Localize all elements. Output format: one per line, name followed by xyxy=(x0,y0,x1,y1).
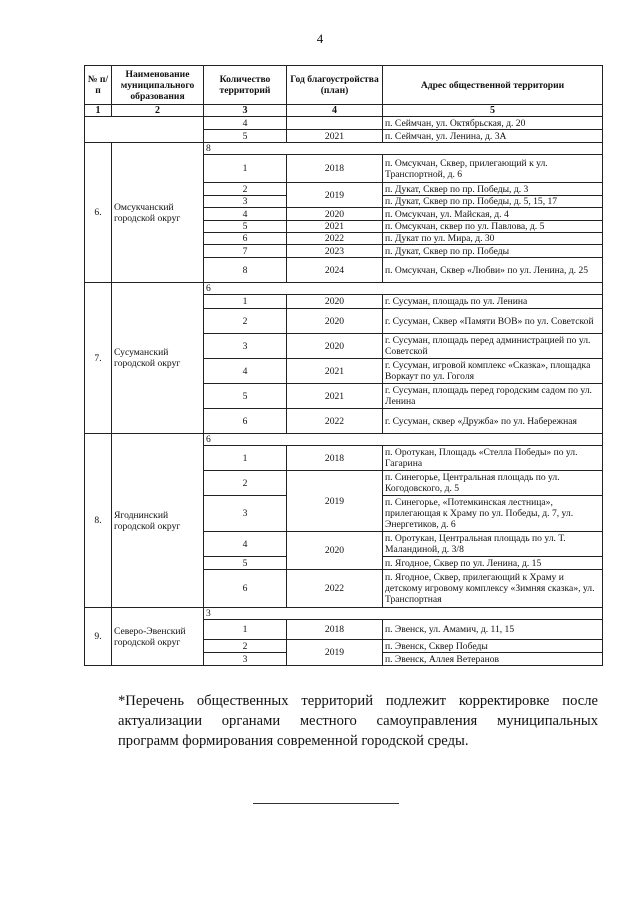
header-number: № п/п xyxy=(85,66,112,105)
year-cell: 2022 xyxy=(287,570,383,608)
territory-number: 6 xyxy=(204,233,287,245)
table-header-row xyxy=(85,66,603,105)
address-cell: п. Дукат, Сквер по пр. Победы, д. 3 xyxy=(383,183,603,196)
municipality-name: Сусуманский городской округ xyxy=(112,283,204,434)
territory-count: 6 xyxy=(204,434,603,446)
territory-number: 6 xyxy=(204,409,287,434)
territory-number: 7 xyxy=(204,245,287,258)
year-cell: 2021 xyxy=(287,221,383,233)
year-cell: 2023 xyxy=(287,245,383,258)
territory-count: 8 xyxy=(204,143,603,155)
territory-number: 2 xyxy=(204,640,287,653)
municipality-row xyxy=(85,608,603,620)
row-number: 8. xyxy=(85,434,112,608)
year-cell: 2021 xyxy=(287,130,383,143)
column-index: 5 xyxy=(383,105,603,117)
year-cell: 2018 xyxy=(287,446,383,471)
municipality-name: Ягоднинский городской округ xyxy=(112,434,204,608)
territory-number: 1 xyxy=(204,155,287,183)
footnote: *Перечень общественных территорий подлежит корректировке после актуализации органами местного самоуправления муниципальных программ формирования современной городской среды. xyxy=(118,693,598,749)
municipality-name: Северо-Эвенский городской округ xyxy=(112,608,204,666)
year-cell: 2020 xyxy=(287,532,383,570)
header-address: Адрес общественной территории xyxy=(383,66,603,105)
territory-number: 5 xyxy=(204,221,287,233)
municipality-name: Омсукчанский городской округ xyxy=(112,143,204,283)
table-row xyxy=(85,117,603,130)
column-index: 4 xyxy=(287,105,383,117)
header-year: Год благоустройства (план) xyxy=(287,66,383,105)
blank-cell xyxy=(85,117,204,143)
municipality-row xyxy=(85,143,603,155)
address-cell: п. Омсукчан, ул. Майская, д. 4 xyxy=(383,208,603,221)
year-cell: 2024 xyxy=(287,258,383,283)
address-cell: г. Сусуман, площадь по ул. Ленина xyxy=(383,295,603,309)
address-cell: п. Ягодное, Сквер по ул. Ленина, д. 15 xyxy=(383,557,603,570)
year-cell: 2019 xyxy=(287,640,383,666)
address-cell: п. Эвенск, Аллея Ветеранов xyxy=(383,653,603,666)
address-cell: п. Дукат, Сквер по пр. Победы xyxy=(383,245,603,258)
year-cell: 2021 xyxy=(287,359,383,384)
territory-number: 4 xyxy=(204,359,287,384)
address-cell: п. Дукат по ул. Мира, д. 30 xyxy=(383,233,603,245)
address-cell: п. Ягодное, Сквер, прилегающий к Храму и детскому игровому комплексу «Зимняя сказка», ул. Транспортная xyxy=(383,570,603,608)
row-number: 9. xyxy=(85,608,112,666)
territory-number: 3 xyxy=(204,334,287,359)
territory-count: 6 xyxy=(204,283,603,295)
address-cell: п. Синегорье, «Потемкинская лестница», прилегающая к Храму по ул. Победы, д. 7, ул. Энергетиков, д. 6 xyxy=(383,496,603,532)
year-cell: 2020 xyxy=(287,208,383,221)
year-cell: 2022 xyxy=(287,409,383,434)
year-cell: 2020 xyxy=(287,295,383,309)
address-cell: п. Омсукчан, Сквер, прилегающий к ул. Транспортной, д. 6 xyxy=(383,155,603,183)
address-cell: п. Сеймчан, ул. Ленина, д. 3А xyxy=(383,130,603,143)
territory-number: 4 xyxy=(204,117,287,130)
territory-number: 8 xyxy=(204,258,287,283)
territory-number: 3 xyxy=(204,653,287,666)
territory-number: 2 xyxy=(204,471,287,496)
column-index: 2 xyxy=(112,105,204,117)
row-number: 7. xyxy=(85,283,112,434)
year-cell: 2019 xyxy=(287,471,383,532)
year-cell: 2019 xyxy=(287,183,383,208)
territory-number: 6 xyxy=(204,570,287,608)
address-cell: п. Оротукан, Площадь «Стелла Победы» по ул. Гагарина xyxy=(383,446,603,471)
page-number: 4 xyxy=(316,31,324,46)
address-cell: п. Эвенск, Сквер Победы xyxy=(383,640,603,653)
territory-number: 1 xyxy=(204,295,287,309)
territory-number: 4 xyxy=(204,532,287,557)
address-cell: п. Дукат, Сквер по пр. Победы, д. 5, 15, 17 xyxy=(383,196,603,208)
address-cell: п. Оротукан, Центральная площадь по ул. Т. Маландиной, д. 3/8 xyxy=(383,532,603,557)
address-cell: г. Сусуман, площадь перед городским садом по ул. Ленина xyxy=(383,384,603,409)
territory-count: 3 xyxy=(204,608,603,620)
territory-number: 5 xyxy=(204,384,287,409)
year-cell: 2018 xyxy=(287,620,383,640)
year-cell xyxy=(287,117,383,130)
header-municipality: Наименование муниципального образования xyxy=(112,66,204,105)
address-cell: г. Сусуман, сквер «Дружба» по ул. Набережная xyxy=(383,409,603,434)
address-cell: п. Эвенск, ул. Амамич, д. 11, 15 xyxy=(383,620,603,640)
column-index-row xyxy=(85,105,603,117)
territory-number: 4 xyxy=(204,208,287,221)
address-cell: г. Сусуман, игровой комплекс «Сказка», площадка Воркаут по ул. Гоголя xyxy=(383,359,603,384)
territory-number: 3 xyxy=(204,496,287,532)
column-index: 1 xyxy=(85,105,112,117)
year-cell: 2022 xyxy=(287,233,383,245)
public-territories-table xyxy=(84,65,603,666)
territory-number: 5 xyxy=(204,130,287,143)
territory-number: 1 xyxy=(204,446,287,471)
address-cell: п. Омсукчан, сквер по ул. Павлова, д. 5 xyxy=(383,221,603,233)
address-cell: п. Омсукчан, Сквер «Любви» по ул. Ленина, д. 25 xyxy=(383,258,603,283)
year-cell: 2018 xyxy=(287,155,383,183)
territory-number: 1 xyxy=(204,620,287,640)
year-cell: 2020 xyxy=(287,309,383,334)
address-cell: п. Синегорье, Центральная площадь по ул. Когодовского, д. 5 xyxy=(383,471,603,496)
footer-divider xyxy=(253,803,399,804)
address-cell: п. Сеймчан, ул. Октябрьская, д. 20 xyxy=(383,117,603,130)
header-count: Количество территорий xyxy=(204,66,287,105)
territory-number: 5 xyxy=(204,557,287,570)
municipality-row xyxy=(85,283,603,295)
address-cell: г. Сусуман, Сквер «Памяти ВОВ» по ул. Советской xyxy=(383,309,603,334)
territory-number: 3 xyxy=(204,196,287,208)
year-cell: 2020 xyxy=(287,334,383,359)
municipality-row xyxy=(85,434,603,446)
territory-number: 2 xyxy=(204,183,287,196)
column-index: 3 xyxy=(204,105,287,117)
address-cell: г. Сусуман, площадь перед администрацией по ул. Советской xyxy=(383,334,603,359)
year-cell: 2021 xyxy=(287,384,383,409)
row-number: 6. xyxy=(85,143,112,283)
territory-number: 2 xyxy=(204,309,287,334)
